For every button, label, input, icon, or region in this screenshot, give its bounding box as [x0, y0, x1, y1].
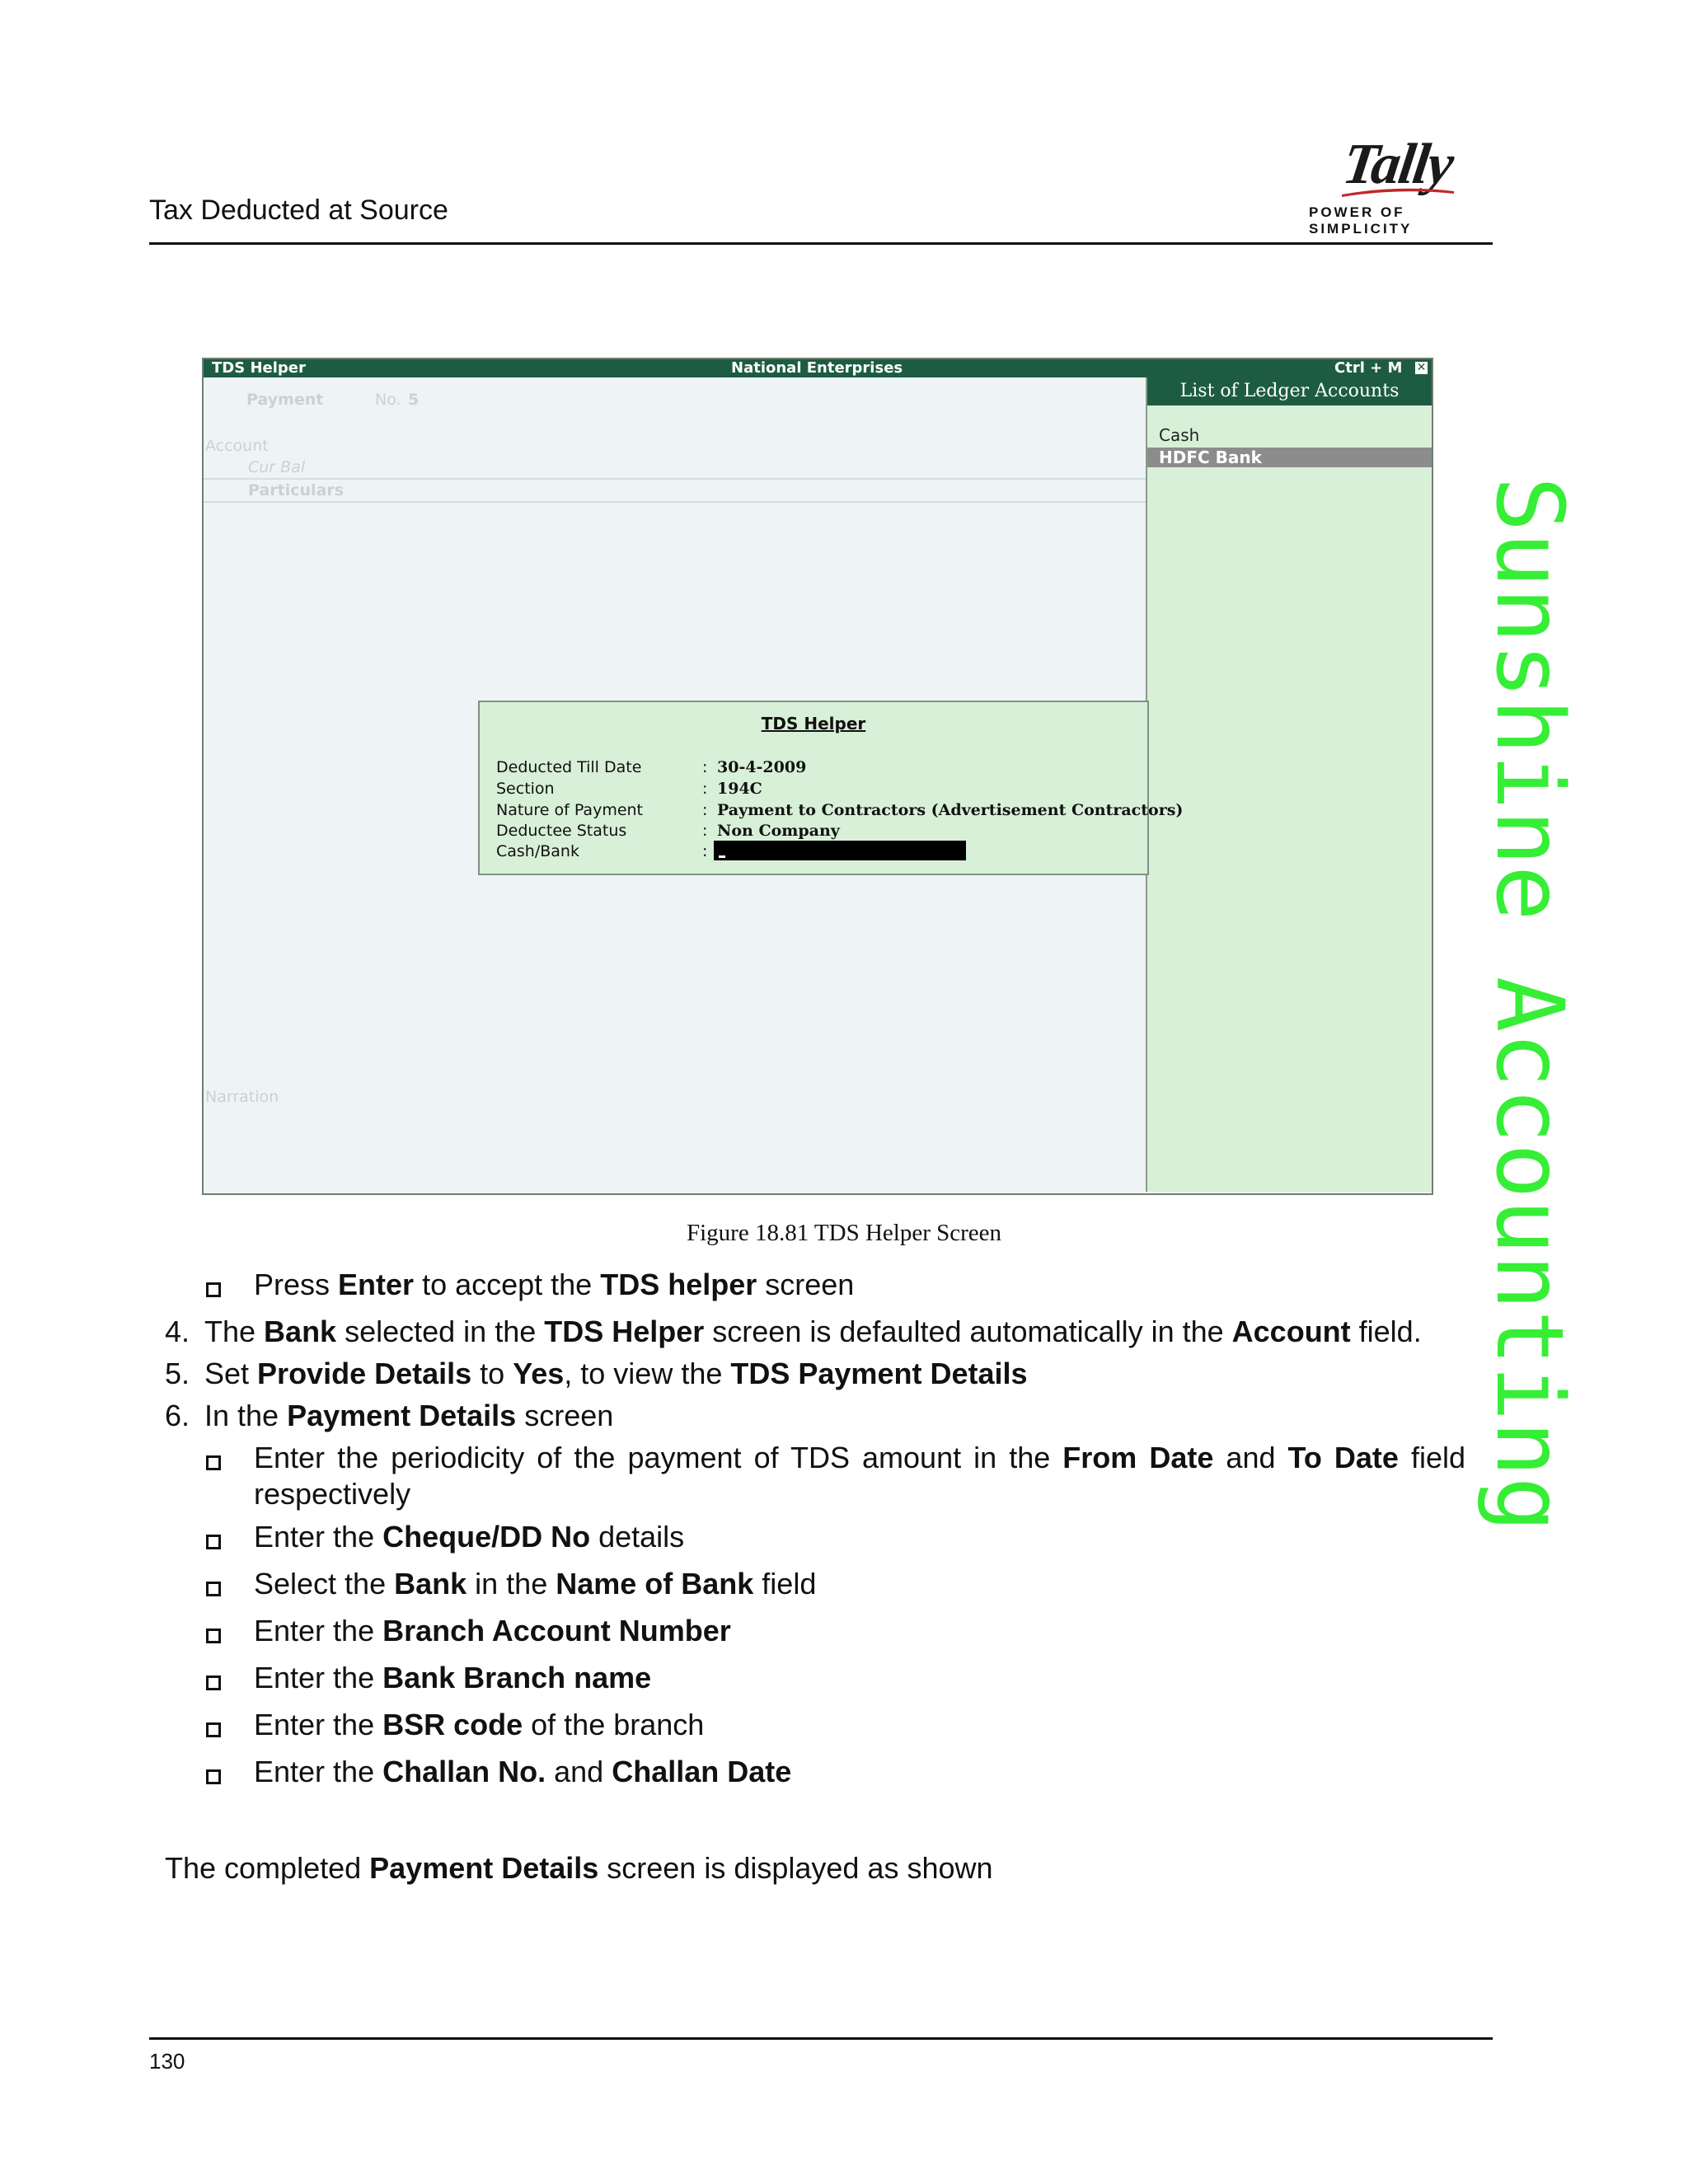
narration-label: Narration [205, 1088, 279, 1106]
voucher-no: 5 [408, 391, 420, 409]
instruction-line: Press Enter to accept the TDS helper screen [254, 1268, 855, 1301]
deducted-till-date-value[interactable]: 30-4-2009 [717, 758, 807, 776]
divider [204, 478, 1146, 480]
bullet-icon [206, 1535, 221, 1549]
bullet-icon [206, 1282, 221, 1297]
list-number: 6. [165, 1399, 190, 1432]
instruction-line: Enter the BSR code of the branch [254, 1708, 705, 1741]
window-title: TDS Helper [212, 359, 306, 377]
bullet-icon [206, 1582, 221, 1596]
particulars-label: Particulars [248, 481, 345, 499]
section-value[interactable]: 194C [717, 780, 762, 798]
tally-screenshot [202, 358, 1433, 1195]
shortcut-hint: Ctrl + M [1334, 359, 1403, 377]
account-label: Account [205, 437, 269, 455]
bullet-icon [206, 1769, 221, 1784]
field-label: Cash/Bank [496, 842, 579, 860]
instruction-line: Enter the Branch Account Number [254, 1614, 731, 1647]
instruction-line: Select the Bank in the Name of Bank field [254, 1567, 817, 1601]
bullet-icon [206, 1675, 221, 1690]
logo-wordmark: Tally [1339, 133, 1456, 196]
instruction-line: Enter the Challan No. and Challan Date [254, 1755, 792, 1788]
cash-bank-input[interactable] [714, 841, 966, 860]
nature-of-payment-value[interactable]: Payment to Contractors (Advertisement Contractors) [717, 801, 1184, 819]
field-label: Section [496, 780, 555, 798]
ledger-item-label: HDFC Bank [1159, 448, 1262, 467]
dialog-title: TDS Helper [761, 714, 866, 733]
bullet-icon [206, 1629, 221, 1643]
field-colon: : [702, 780, 708, 798]
field-colon: : [702, 758, 708, 776]
instruction-line-continued: respectively [254, 1477, 411, 1511]
instruction-line: Enter the Bank Branch name [254, 1661, 652, 1694]
figure-caption: Figure 18.81 TDS Helper Screen [686, 1220, 1002, 1246]
list-number: 5. [165, 1357, 190, 1390]
bullet-icon [206, 1455, 221, 1470]
instruction-line: Enter the periodicity of the payment of TDS amount in the From Date and To Date field [254, 1441, 1466, 1474]
company-name: National Enterprises [731, 359, 903, 377]
field-colon: : [702, 842, 708, 860]
ledger-list-title: List of Ledger Accounts [1147, 377, 1432, 405]
running-header-title: Tax Deducted at Source [149, 194, 448, 226]
deductee-status-value[interactable]: Non Company [717, 822, 840, 840]
voucher-type: Payment [246, 391, 324, 409]
side-watermark: Sunshine Accounting [1475, 476, 1582, 1533]
field-label: Deducted Till Date [496, 758, 642, 776]
cur-bal-label: Cur Bal [248, 458, 306, 476]
text-cursor [719, 855, 725, 858]
ledger-item-cash[interactable]: Cash [1159, 425, 1200, 445]
field-colon: : [702, 801, 708, 819]
header-rule [149, 242, 1493, 245]
instruction-line: Set Provide Details to Yes, to view the TDS Payment Details [204, 1357, 1028, 1390]
footer-rule [149, 2037, 1493, 2040]
instruction-line: Enter the Cheque/DD No details [254, 1520, 685, 1554]
logo-tagline: POWER OF SIMPLICITY [1309, 204, 1413, 237]
tally-logo [1302, 132, 1500, 237]
logo-swoosh-icon [1340, 186, 1456, 198]
tds-helper-dialog [478, 701, 1184, 875]
list-number: 4. [165, 1315, 190, 1348]
window-titlebar [204, 359, 1432, 377]
divider [204, 501, 1146, 503]
field-label: Nature of Payment [496, 801, 644, 819]
ledger-list-panel [1146, 377, 1432, 1192]
page-number: 130 [149, 2049, 185, 2074]
field-label: Deductee Status [496, 822, 627, 840]
voucher-no-label: No. [375, 391, 401, 409]
field-colon: : [702, 822, 708, 840]
bullet-icon [206, 1722, 221, 1737]
close-icon[interactable]: ✕ [1416, 361, 1427, 374]
instruction-line: The Bank selected in the TDS Helper screen is defaulted automatically in the Account field. [204, 1315, 1422, 1348]
ledger-item-hdfc-bank[interactable] [1147, 448, 1432, 467]
instruction-line: In the Payment Details screen [204, 1399, 614, 1432]
closing-paragraph: The completed Payment Details screen is displayed as shown [165, 1851, 993, 1885]
